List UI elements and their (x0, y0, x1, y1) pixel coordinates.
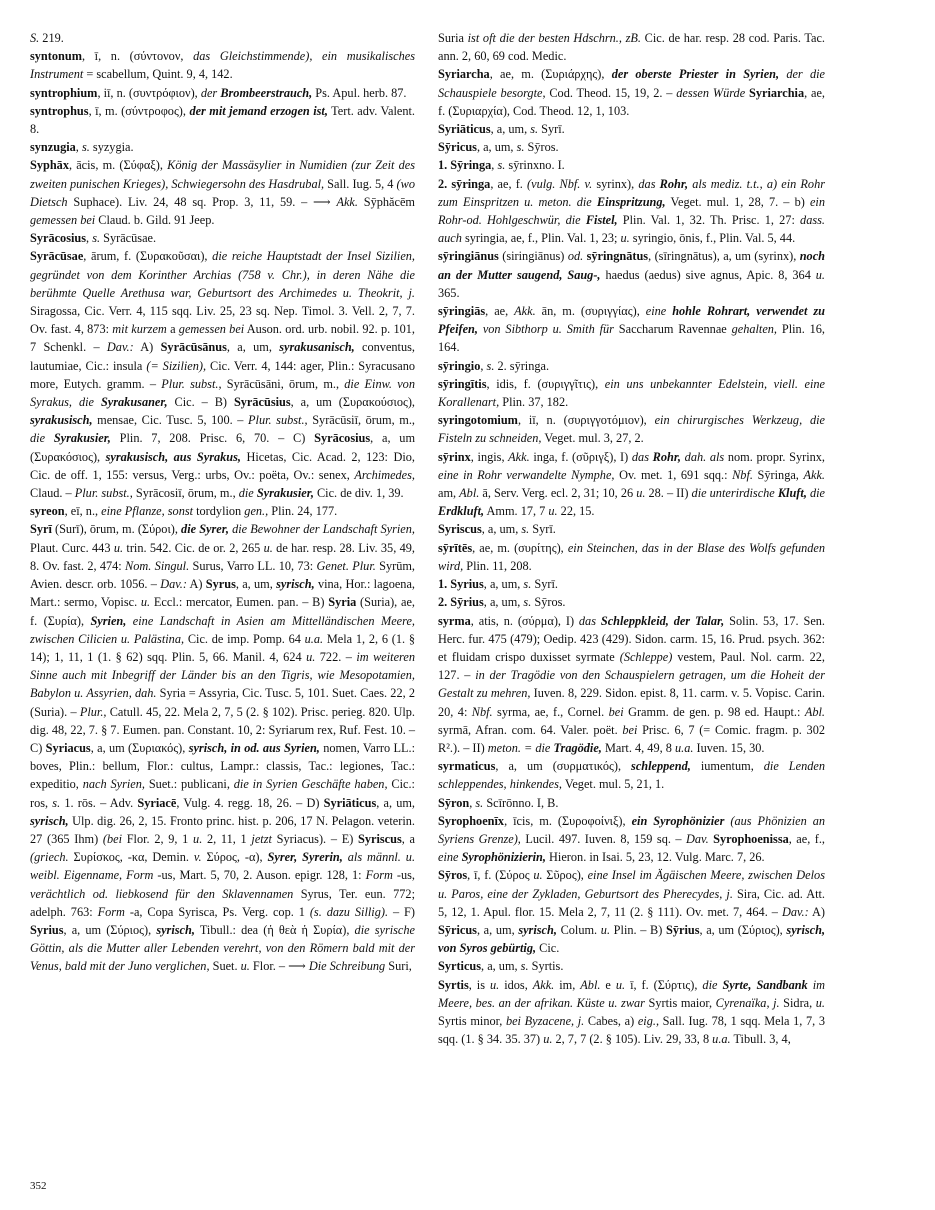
dictionary-entry: 1. Sȳringa, s. sȳrinxno. I. (438, 158, 565, 173)
left-column (30, 29, 415, 976)
dictionary-entry: sȳringiānus (siringiānus) od. sȳringnātus, (sīringnātus), a, um (syrinx), noch an der Mutter saugend, Saug-, haedus (aedus) sive agnus, Apic. 8, 364 u. 365. (438, 249, 825, 300)
dictionary-entry: Syrācūsae, ārum, f. (Συρακοῦσαι), die reiche Hauptstadt der Insel Sizilien, gegründet von dem Korinther Archias (758 v. Chr.), in deren Nähe die berühmte Quelle Arethusa war, Geburtsort des Archimedes u. Theokrit, j. Siragossa, Cic. Verr. 4, 115 sqq. Liv. 25, 23 sq. Nep. Timol. 3. Vell. 2, 7, 7. Ov. fast. 4, 873: mit kurzem a gemessen bei Auson. ord. urb. nobil. 92. p. 101, 7 Schenkl. – Dav.: A) Syrācūsānus, a, um, syrakusanisch, conventus, lautumiae, Cic.: insula (= Sizilien), Cic. Verr. 4, 144: ager, Plin.: Syracusano more, Eutych. gramm. – Plur. subst., Syrācūsāni, ōrum, m., die Einw. von Syrakus, die Syrakusaner, Cic. – B) Syrācūsius, a, um (Συρακούσιος), syrakusisch, mensae, Cic. Tusc. 5, 100. – Plur. subst., Syrācūsiī, ōrum, m., die Syrakusier, Plin. 7, 208. Prisc. 6, 70. – C) Syrācosius, a, um (Συρακόσιος), syrakusisch, aus Syrakus, Hicetas, Cic. Acad. 2, 123: Dio, Cic. de off. 1, 155: versus, Verg.: urbs, Ov.: poëta, Ov.: senex, Archimedes, Claud. – Plur. subst., Syrācosiī, ōrum, m., die Syrakusier, Cic. de div. 1, 39. (30, 249, 416, 501)
dictionary-entry: sȳringio, s. 2. sȳringa. (438, 358, 550, 373)
dictionary-entry: Syrophoenīx, īcis, m. (Συροφοίνιξ), ein Syrophönizier (aus Phönizien an Syriens Grenze), Lucil. 497. Iuven. 8, 159 sq. – Dav. Syrophoenissa, ae, f., eine Syrophönizierin, Hieron. in Isai. 5, 23, 12. Vulg. Marc. 7, 26. (438, 813, 826, 865)
dictionary-entry: Sȳricus, a, um, s. Sȳros. (438, 140, 559, 155)
dictionary-entry: Syrtis, is u. idos, Akk. im, Abl. e u. ī, f. (Σύρτις), die Syrte, Sandbank im Meere, bes. an der afrikan. Küste u. zwar Syrtis maior, Cyrenaïka, j. Sidra, u. Syrtis minor, bei Byzacene, j. Cabes, a) eig., Sall. Iug. 78, 1 sqq. Mela 1, 7, 3 sqq. (1. § 34. 35. 37) u. 2, 7, 7 (2. § 105). Liv. 29, 33, 8 u.a. Tibull. 3, 4, (438, 977, 826, 1047)
dictionary-entry: sȳringiās, ae, Akk. ān, m. (συριγγίας), eine hohle Rohrart, verwendet zu Pfeifen, von Sibthorp u. Smith für Saccharum Ravennae gehalten, Plin. 16, 164. (438, 304, 826, 355)
dictionary-entry: syringotomium, iī, n. (συριγγοτόμιον), ein chirurgisches Werkzeug, die Fisteln zu schneiden, Veget. mul. 3, 27, 2. (438, 413, 825, 446)
right-column (438, 29, 825, 1048)
dictionary-entry: syntonum, ī, n. (σύντονον, das Gleichstimmende), ein musikalisches Instrument = scabellum, Quint. 9, 4, 142. (30, 49, 415, 82)
dictionary-entry: sȳringītis, idis, f. (συριγγῖτις), ein uns unbekannter Edelstein, viell. eine Korallenart, Plin. 37, 182. (438, 376, 826, 410)
dictionary-entry: syntrophium, iī, n. (συντρόφιον), der Brombeerstrauch, Ps. Apul. herb. 87. (30, 85, 407, 100)
dictionary-entry: syrma, atis, n. (σύρμα), I) das Schleppkleid, der Talar, Solin. 53, 17. Sen. Herc. fur. 475 (479); Oedip. 423 (429). Sidon. carm. 15, 16. Prud. psych. 362: et fluidam crispo duxisset syrmate (Schleppe) vestem, Paul. Nol. carm. 22, 127. – in der Tragödie von den Schauspielern getragen, um die Hoheit der Gestalt zu mehren, Iuven. 8, 229. Sidon. epist. 8, 11. carm. v. 5. Vopisc. Carin. 20, 4: Nbf. syrma, ae, f., Cornel. bei Gramm. de gen. p. 98 ed. Haupt.: Abl. syrmā, Afran. com. 64. Valer. poët. bei Prisc. 6, 7 (= Comic. fragm. p. 302 R².). – II) meton. = die Tragödie, Mart. 4, 49, 8 u.a. Iuven. 15, 30. (438, 613, 826, 755)
dictionary-entry: Suria ist oft die der besten Hdschrn., zB. Cic. de har. resp. 28 cod. Paris. Tac. ann. 2, 60, 69 cod. Medic. (438, 31, 825, 64)
dictionary-entry: Sȳros, ī, f. (Σύρος u. Σῦρος), eine Insel im Ägäischen Meere, zwischen Delos u. Paros, eine der Zykladen, Geburtsort des Pherecydes, j. Sira, Cic. ad. Att. 5, 12, 1. Apul. flor. 15. Mela 2, 7, 11 (2. § 111). Ov. met. 7, 464. – Dav.: A) Sȳricus, a, um, syrisch, Colum. u. Plin. – B) Sȳrius, a, um (Σύριος), syrisch, von Syros gebürtig, Cic. (438, 868, 826, 956)
dictionary-entry: synzugia, s. syzygia. (30, 140, 134, 155)
dictionary-entry: Syriscus, a, um, s. Syrī. (438, 522, 556, 537)
dictionary-entry: Syrācosius, s. Syrācūsae. (30, 231, 157, 246)
dictionary-entry: 2. Sȳrius, a, um, s. Sȳros. (438, 595, 566, 610)
dictionary-entry: Syrticus, a, um, s. Syrtis. (438, 959, 564, 974)
dictionary-entry: Syriāticus, a, um, s. Syrī. (438, 122, 565, 137)
dictionary-entry: Syriarcha, ae, m. (Συριάρχης), der oberste Priester in Syrien, der die Schauspiele besorgte, Cod. Theod. 15, 19, 2. – dessen Würde Syriarchia, ae, f. (Συριαρχία), Cod. Theod. 12, 1, 103. (438, 67, 825, 118)
dictionary-entry: Sȳron, s. Scīrōnno. I, B. (438, 795, 559, 810)
dictionary-entry: 2. sȳringa, ae, f. (vulg. Nbf. v. syrinx), das Rohr, als mediz. t.t., a) ein Rohr zum Einspritzen u. meton. die Einspritzung, Veget. mul. 1, 28, 7. – b) ein Rohr-od. Hohlgeschwür, die Fistel, Plin. Val. 1, 32. Th. Prisc. 1, 27: dass. auch syringia, ae, f., Plin. Val. 1, 23; u. syringio, ōnis, f., Plin. Val. 5, 44. (438, 176, 826, 246)
dictionary-entry: 1. Syrius, a, um, s. Syrī. (438, 577, 558, 592)
dictionary-entry: Syrī (Surī), ōrum, m. (Σύροι), die Syrer, die Bewohner der Landschaft Syrien, Plaut. Curc. 443 u. trin. 542. Cic. de or. 2, 265 u. de har. resp. 28. Liv. 35, 49, 8. Ov. fast. 2, 474: Nom. Singul. Surus, Varro LL. 10, 73: Genet. Plur. Syrūm, Avien. descr. orb. 1056. – Dav.: A) Syrus, a, um, syrisch, vina, Hor.: lagoena, Mart.: sermo, Vopisc. u. Eccl.: mercator, Eumen. pan. – B) Syria (Suria), ae, f. (Συρία), Syrien, eine Landschaft in Asien am Mittelländischen Meere, zwischen Cilicien u. Palästina, Cic. de imp. Pomp. 64 u.a. Mela 1, 2, 6 (1. § 14); 1, 11, 1 (1. § 62) sqq. Plin. 5, 66. Manil. 4, 624 u. 722. – im weiteren Sinne auch mit Inbegriff der Länder bis an den Tigris, wie Mesopotamien, Babylon u. Assyrien, dah. Syria = Assyria, Cic. Tusc. 5, 101. Suet. Caes. 22, 2 (Suria). – Plur., Catull. 45, 22. Mela 2, 7, 5 (2. § 102). Prisc. perieg. 820. Ulp. dig. 48, 22, 7. § 7. Eumen. pan. Constant. 10, 2: Syriarum rex, Ruf. Fest. 10. – C) Syriacus, a, um (Συριακός), syrisch, in od. aus Syrien, nomen, Varro LL.: boves, Plin.: bellum, Flor.: cultus, Lampr.: classis, Tac.: legiones, Tac.: expeditio, nach Syrien, Suet.: publicani, die in Syrien Geschäfte haben, Cic.: ros, s. 1. rōs. – Adv. Syriacē, Vulg. 4. regg. 18, 26. – D) Syriāticus, a, um, syrisch, Ulp. dig. 26, 2, 15. Fronto princ. hist. p. 206, 17 N. Pelagon. veterin. 27 (365 Ihm) (bei Flor. 2, 9, 1 u. 2, 11, 1 jetzt Syriacus). – E) Syriscus, a (griech. Συρίσκος, -κα, Demin. v. Σύρος, -α), Syrer, Syrerin, als männl. u. weibl. Eigenname, Form -us, Mart. 5, 70, 2. Auson. epigr. 128, 1: Form -us, verächtlich od. liebkosend für den Sklavennamen Syrus, Ter. eun. 772; adelph. 763: Form -a, Copa Syrisca, Ps. Verg. cop. 1 (s. dazu Sillig). – F) Syrius, a, um (Σύριος), syrisch, Tibull.: dea (ἡ θεὰ ἡ Συρία), die syrische Göttin, als die Mutter aller Lebenden verehrt, von den Römern bald mit der Venus, bald mit der Juno verglichen, Suet. u. Flor. – ⟶ Die Schreibung Suri, (30, 522, 416, 974)
dictionary-entry: sȳrinx, ingis, Akk. inga, f. (σῦριγξ), I) das Rohr, dah. als nom. propr. Syrinx, eine in Rohr verwandelte Nymphe, Ov. met. 1, 691 sqq.: Nbf. Sȳringa, Akk. am, Abl. ā, Serv. Verg. ecl. 2, 31; 10, 26 u. 28. – II) die unterirdische Kluft, die Erdkluft, Amm. 17, 7 u. 22, 15. (438, 449, 825, 519)
dictionary-entry: syrmaticus, a, um (συρματικός), schleppend, iumentum, die Lenden schleppendes, hinkendes, Veget. mul. 5, 21, 1. (438, 759, 825, 792)
dictionary-entry: sȳrītēs, ae, m. (συρίτης), ein Steinchen, das in der Blase des Wolfs gefunden wird, Plin. 11, 208. (438, 540, 826, 573)
dictionary-entry: syntrophus, ī, m. (σύντροφος), der mit jemand erzogen ist, Tert. adv. Valent. 8. (30, 103, 416, 137)
dictionary-entry: syreon, eī, n., eine Pflanze, sonst tordylion gen., Plin. 24, 177. (30, 504, 338, 519)
dictionary-entry: S. 219. (30, 31, 64, 45)
dictionary-entry: Syphāx, ācis, m. (Σύφαξ), König der Massäsylier in Numidien (zur Zeit des zweiten punischen Krieges), Schwiegersohn des Hasdrubal, Sall. Iug. 5, 4 (wo Dietsch Suphace). Liv. 24, 48 sq. Prop. 3, 11, 59. – ⟶ Akk. Sȳphăcēm gemessen bei Claud. b. Gild. 91 Jeep. (30, 158, 415, 228)
page-number: 352 (30, 1180, 47, 1192)
